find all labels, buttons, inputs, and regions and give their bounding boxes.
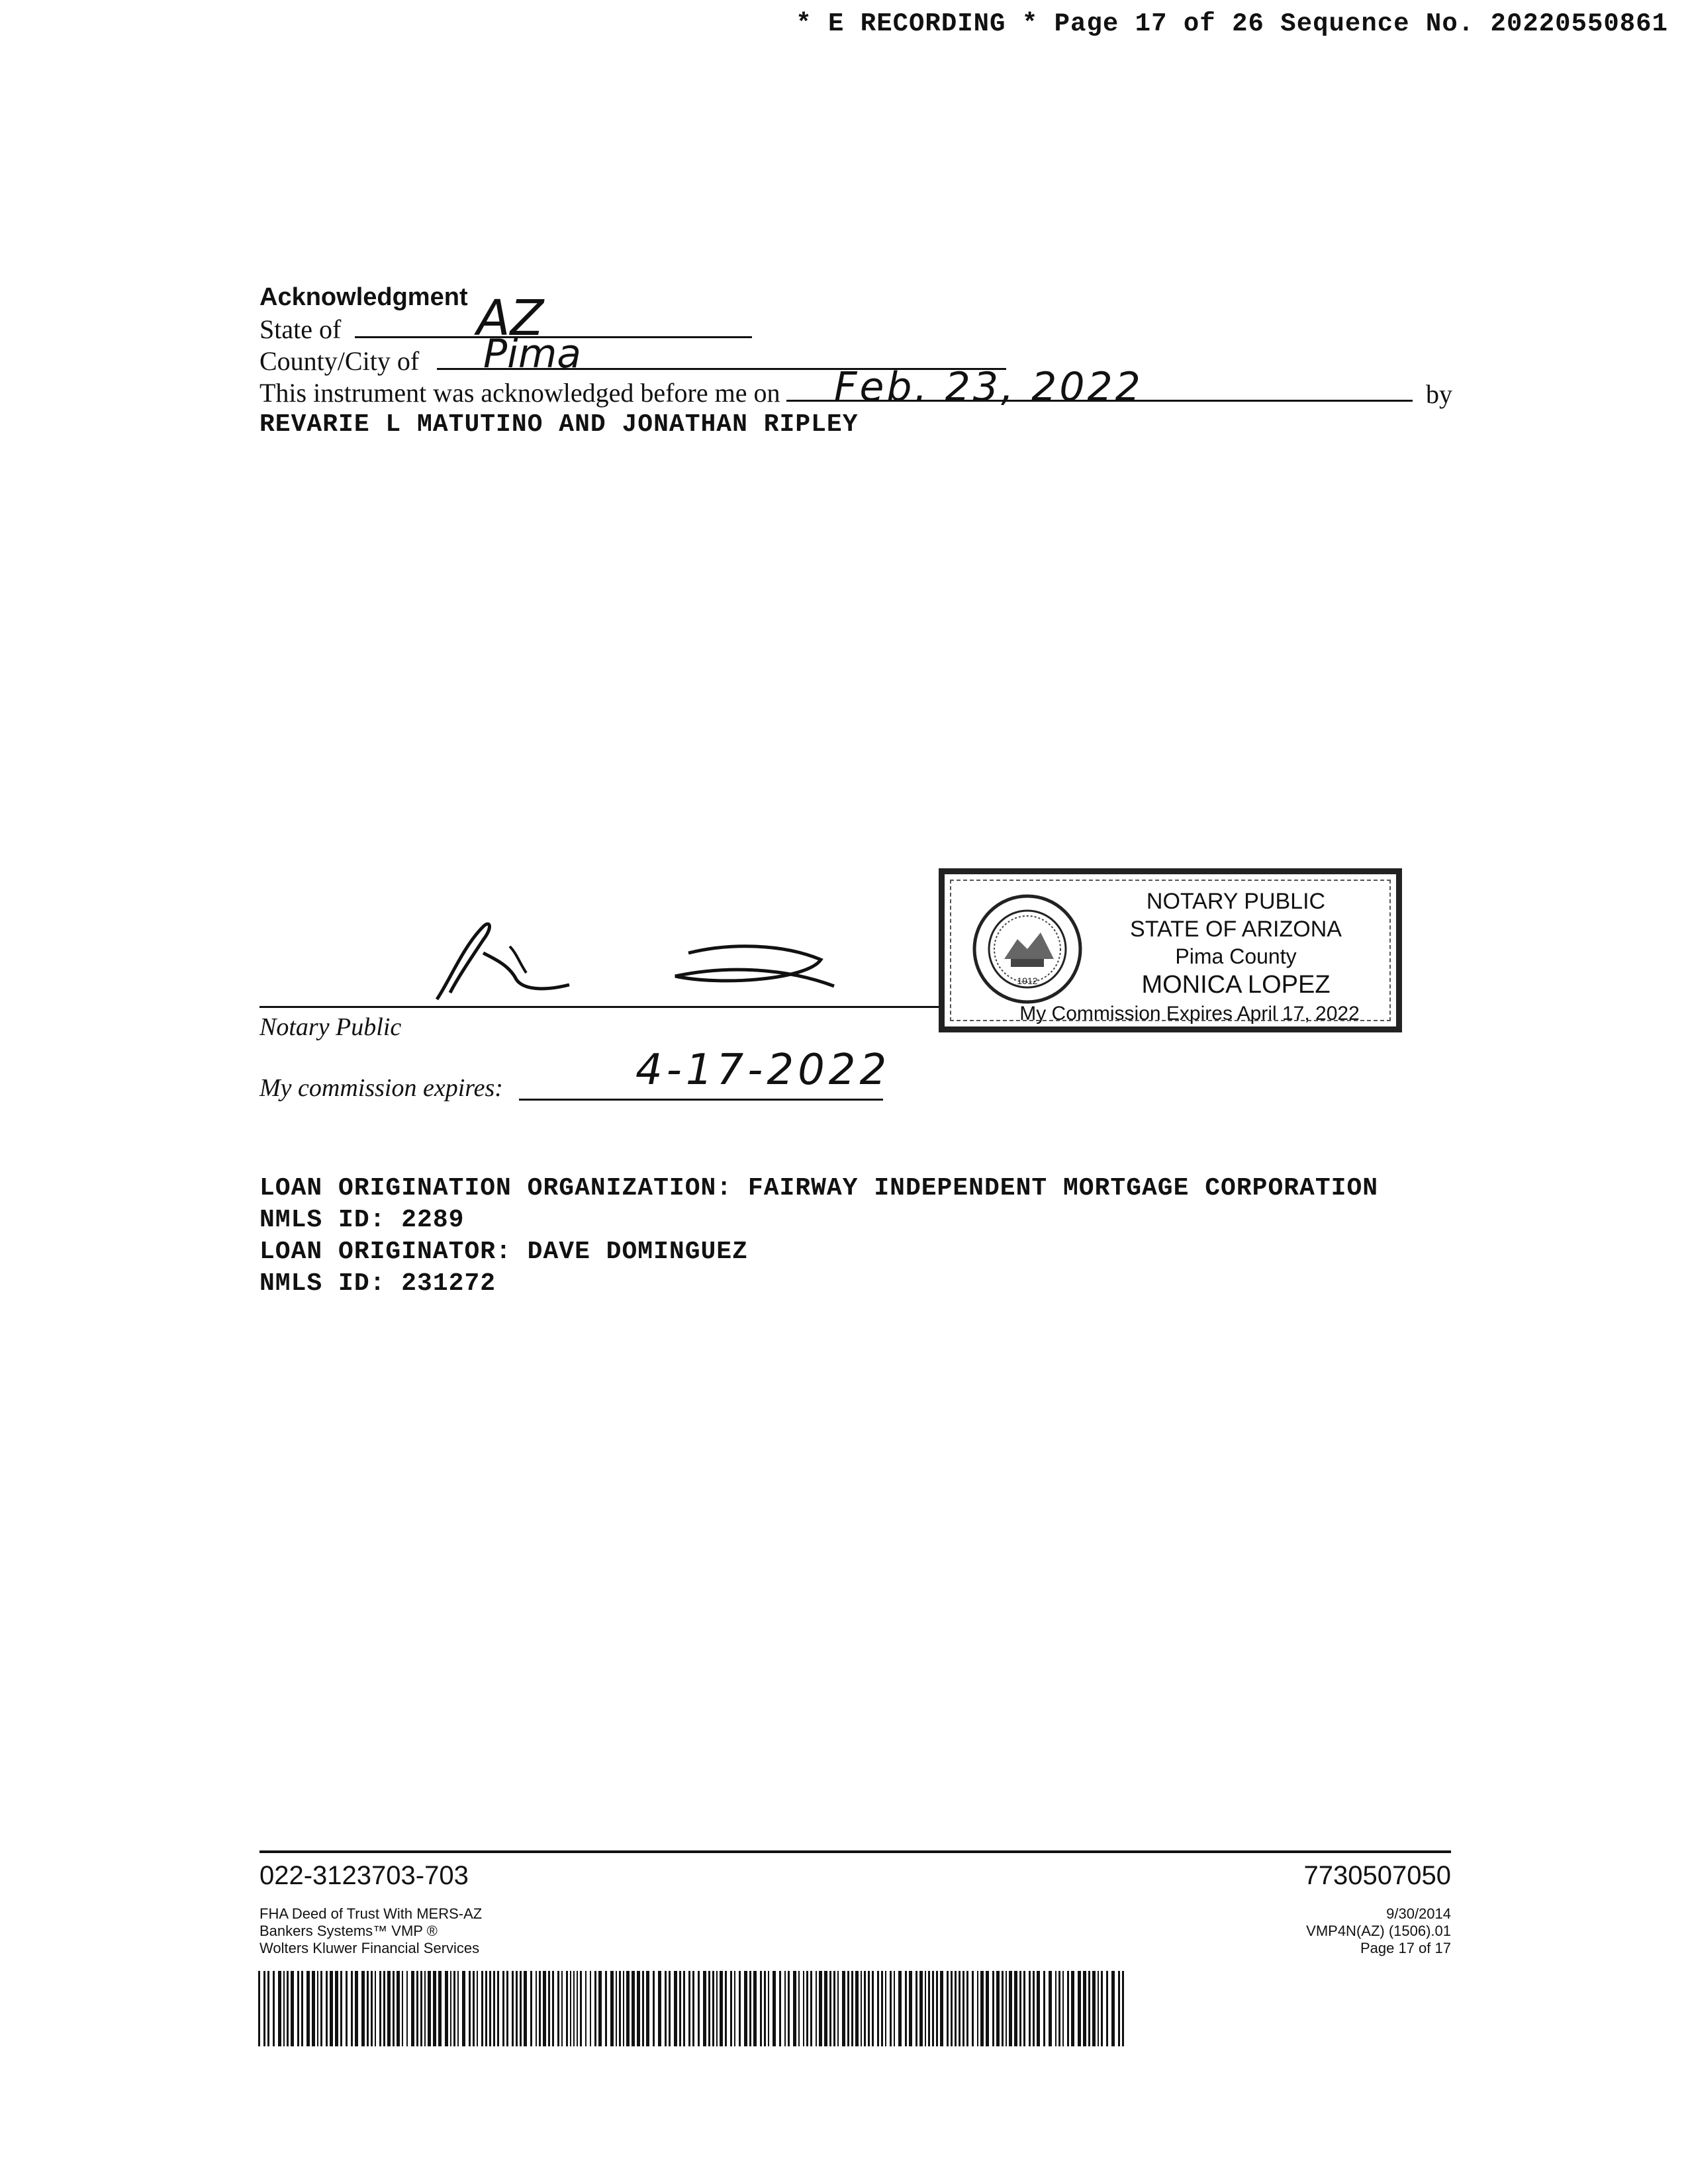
county-label: County/City of — [259, 346, 420, 376]
commission-handwritten-value: 4-17-2022 — [635, 1046, 891, 1095]
loan-org-nmls-id: NMLS ID: 2289 — [259, 1206, 465, 1234]
loan-originator-nmls-id: NMLS ID: 231272 — [259, 1269, 496, 1298]
footer-loan-number: 022-3123703-703 — [259, 1861, 469, 1890]
footer-publisher: Bankers Systems™ VMP ® — [259, 1923, 438, 1939]
state-handwritten-value: AZ — [477, 290, 544, 347]
footer-reference-number: 7730507050 — [1303, 1861, 1451, 1890]
notary-stamp — [939, 868, 1402, 1032]
instrument-text: This instrument was acknowledged before me on — [259, 378, 780, 408]
footer-page-number: Page 17 of 17 — [1360, 1940, 1451, 1956]
notary-signature — [410, 907, 874, 1013]
acknowledgment-title: Acknowledgment — [259, 283, 468, 311]
date-handwritten-value: Feb. 23, 2022 — [834, 364, 1143, 410]
footer-rule — [259, 1850, 1451, 1853]
footer-company: Wolters Kluwer Financial Services — [259, 1940, 480, 1956]
state-label: State of — [259, 314, 342, 344]
notary-public-label: Notary Public — [259, 1013, 402, 1041]
notary-signature-line — [259, 1006, 948, 1008]
footer-form-title: FHA Deed of Trust With MERS-AZ — [259, 1905, 483, 1922]
stamp-line-notary-name: MONICA LOPEZ — [1141, 971, 1331, 999]
commission-expires-label: My commission expires: — [259, 1074, 503, 1102]
footer-form-code: VMP4N(AZ) (1506).01 — [1306, 1923, 1451, 1939]
acknowledged-persons: REVARIE L MATUTINO AND JONATHAN RIPLEY — [259, 410, 859, 439]
footer-form-date: 9/30/2014 — [1386, 1905, 1451, 1922]
recording-header: * E RECORDING * Page 17 of 26 Sequence No. 20220550861 — [796, 9, 1668, 38]
county-handwritten-value: Pima — [483, 331, 582, 377]
arizona-seal-icon — [971, 893, 1084, 1005]
by-text: by — [1426, 379, 1452, 409]
commission-underline — [519, 1099, 883, 1101]
stamp-line-commission: My Commission Expires April 17, 2022 — [1019, 1003, 1360, 1024]
seal-year: 1912 — [1017, 976, 1038, 986]
stamp-line-county: Pima County — [1175, 944, 1297, 968]
barcode-icon — [258, 1971, 1125, 2046]
loan-origination-organization: LOAN ORIGINATION ORGANIZATION: FAIRWAY INDEPENDENT MORTGAGE CORPORATION — [259, 1174, 1379, 1203]
loan-originator: LOAN ORIGINATOR: DAVE DOMINGUEZ — [259, 1238, 748, 1266]
stamp-line-notary-public: NOTARY PUBLIC — [1146, 889, 1326, 914]
stamp-line-state: STATE OF ARIZONA — [1130, 917, 1342, 942]
